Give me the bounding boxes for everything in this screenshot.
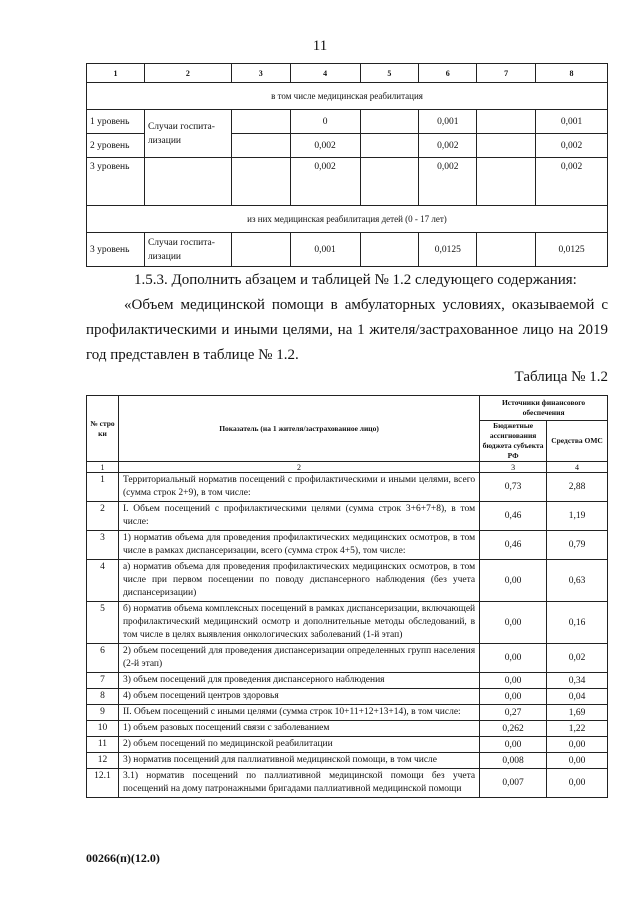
budget-value-cell: 0,46 (480, 502, 547, 531)
column-number-row (87, 64, 608, 83)
table-row (87, 673, 608, 689)
level-cell: 2 уровень (87, 134, 145, 158)
table-row (87, 705, 608, 721)
value-cell: 0,001 (290, 233, 360, 267)
table-caption: Таблица № 1.2 (514, 369, 608, 385)
indicator-cell: 3.1) норматив посещений по паллиативной медицинской помощи без учета посещений на дому патронажными бригадами паллиативной медицинской помощи (118, 769, 479, 798)
header-row (87, 396, 608, 421)
table-row (87, 644, 608, 673)
section-title: в том числе медицинская реабилитация (87, 83, 608, 110)
row-number-header: № стро ки (87, 396, 119, 462)
row-number-cell: 5 (87, 602, 119, 644)
value-cell: 0,002 (536, 158, 608, 206)
budget-value-cell: 0,00 (480, 644, 547, 673)
table-row (87, 158, 608, 206)
row-number-cell: 3 (87, 531, 119, 560)
col-number: 1 (87, 462, 119, 473)
budget-value-cell: 0,73 (480, 473, 547, 502)
row-number-cell: 2 (87, 502, 119, 531)
value-cell: 0,002 (290, 134, 360, 158)
value-cell: 0,002 (419, 134, 477, 158)
table-row (87, 602, 608, 644)
oms-value-cell: 1,19 (547, 502, 608, 531)
table-row (87, 721, 608, 737)
oms-value-cell: 0,04 (547, 689, 608, 705)
page-number: 11 (312, 38, 328, 54)
row-number-cell: 1 (87, 473, 119, 502)
budget-value-cell: 0,00 (480, 560, 547, 602)
row-number-cell: 9 (87, 705, 119, 721)
col-number: 2 (144, 64, 231, 83)
col-number: 3 (231, 64, 290, 83)
rehabilitation-table (86, 63, 608, 267)
value-cell: 0,002 (419, 158, 477, 206)
section-title: из них медицинская реабилитация детей (0 - 17 лет) (87, 206, 608, 233)
oms-value-cell: 0,63 (547, 560, 608, 602)
indicator-cell: I. Объем посещений с профилактическими целями (сумма строк 3+6+7+8), в том числе: (118, 502, 479, 531)
budget-value-cell: 0,27 (480, 705, 547, 721)
budget-header: Бюджетные ассигнования бюджета субъекта РФ (480, 421, 547, 462)
level-cell: 3 уровень (87, 158, 145, 206)
oms-value-cell: 0,00 (547, 737, 608, 753)
table-row (87, 689, 608, 705)
indicator-cell: 2) объем посещений по медицинской реабилитации (118, 737, 479, 753)
col-number: 3 (480, 462, 547, 473)
col-number: 5 (360, 64, 419, 83)
table-row (87, 502, 608, 531)
col-number: 4 (547, 462, 608, 473)
value-cell: 0,0125 (536, 233, 608, 267)
table-row (87, 473, 608, 502)
intro-paragraph: «Объем медицинской помощи в амбулаторных условиях, оказываемой с профилактическими и иными целями, на 1 жителя/застрахованное лицо на 2019 год представлен в таблице № 1.2. (86, 297, 608, 363)
oms-value-cell: 0,34 (547, 673, 608, 689)
row-number-cell: 6 (87, 644, 119, 673)
section-title-row (87, 206, 608, 233)
col-number: 2 (118, 462, 479, 473)
label-cell: Случаи госпита-лизации (144, 110, 231, 158)
row-number-cell: 10 (87, 721, 119, 737)
value-cell: 0 (290, 110, 360, 134)
budget-value-cell: 0,00 (480, 602, 547, 644)
indicator-cell: б) норматив объема комплексных посещений в рамках диспансеризации, включающей профилактический медицинский осмотр и дополнительные методы обследований, в том числе в целях выявления онкологических заболеваний (1-й этап) (118, 602, 479, 644)
oms-value-cell: 0,00 (547, 769, 608, 798)
row-number-cell: 12 (87, 753, 119, 769)
table-row (87, 753, 608, 769)
indicator-cell: а) норматив объема для проведения профилактических медицинских осмотров, в том числе при первом посещении по поводу диспансерного наблюдения (без учета диспансеризации) (118, 560, 479, 602)
budget-value-cell: 0,007 (480, 769, 547, 798)
table-row (87, 110, 608, 134)
value-cell: 0,002 (536, 134, 608, 158)
oms-value-cell: 1,22 (547, 721, 608, 737)
document-code: 00266(п)(12.0) (86, 851, 160, 865)
label-cell: Случаи госпита-лизации (144, 233, 231, 267)
budget-value-cell: 0,00 (480, 737, 547, 753)
col-number: 7 (477, 64, 536, 83)
indicator-cell: 4) объем посещений центров здоровья (118, 689, 479, 705)
budget-value-cell: 0,008 (480, 753, 547, 769)
oms-value-cell: 2,88 (547, 473, 608, 502)
indicator-cell: 3) объем посещений для проведения диспансерного наблюдения (118, 673, 479, 689)
table-body (87, 473, 608, 798)
row-number-cell: 12.1 (87, 769, 119, 798)
oms-value-cell: 0,02 (547, 644, 608, 673)
oms-value-cell: 1,69 (547, 705, 608, 721)
value-cell: 0,001 (419, 110, 477, 134)
section-title-row (87, 83, 608, 110)
row-number-cell: 8 (87, 689, 119, 705)
col-number: 6 (419, 64, 477, 83)
col-number: 8 (536, 64, 608, 83)
budget-value-cell: 0,46 (480, 531, 547, 560)
indicator-cell: 1) норматив объема для проведения профилактических медицинских осмотров, в том числе в рамках диспансеризации, всего (сумма строк 4+5), том числе: (118, 531, 479, 560)
col-number: 4 (290, 64, 360, 83)
budget-value-cell: 0,262 (480, 721, 547, 737)
column-number-row (87, 462, 608, 473)
table-row (87, 531, 608, 560)
indicator-cell: 1) объем разовых посещений связи с заболеванием (118, 721, 479, 737)
value-cell: 0,002 (290, 158, 360, 206)
value-cell: 0,0125 (419, 233, 477, 267)
budget-value-cell: 0,00 (480, 689, 547, 705)
indicator-cell: II. Объем посещений с иными целями (сумма строк 10+11+12+13+14), в том числе: (118, 705, 479, 721)
level-cell: 1 уровень (87, 110, 145, 134)
row-number-cell: 11 (87, 737, 119, 753)
table-row (87, 233, 608, 267)
oms-value-cell: 0,16 (547, 602, 608, 644)
oms-value-cell: 0,79 (547, 531, 608, 560)
outpatient-volume-table (86, 395, 608, 798)
budget-value-cell: 0,00 (480, 673, 547, 689)
indicator-cell: 3) норматив посещений для паллиативной медицинской помощи, в том числе (118, 753, 479, 769)
funding-sources-header: Источники финансового обеспечения (480, 396, 608, 421)
table-row (87, 560, 608, 602)
amendment-paragraph: 1.5.3. Дополнить абзацем и таблицей № 1.2 следующего содержания: (134, 272, 577, 288)
indicator-cell: 2) объем посещений для проведения диспансеризации определенных групп населения (2-й этап) (118, 644, 479, 673)
oms-header: Средства ОМС (547, 421, 608, 462)
row-number-cell: 4 (87, 560, 119, 602)
table-row (87, 769, 608, 798)
table-row (87, 737, 608, 753)
row-number-cell: 7 (87, 673, 119, 689)
level-cell: 3 уровень (87, 233, 145, 267)
col-number: 1 (87, 64, 145, 83)
indicator-cell: Территориальный норматив посещений с профилактическими и иными целями, всего (сумма строк 2+9), в том числе: (118, 473, 479, 502)
value-cell: 0,001 (536, 110, 608, 134)
oms-value-cell: 0,00 (547, 753, 608, 769)
indicator-header: Показатель (на 1 жителя/застрахованное лицо) (118, 396, 479, 462)
